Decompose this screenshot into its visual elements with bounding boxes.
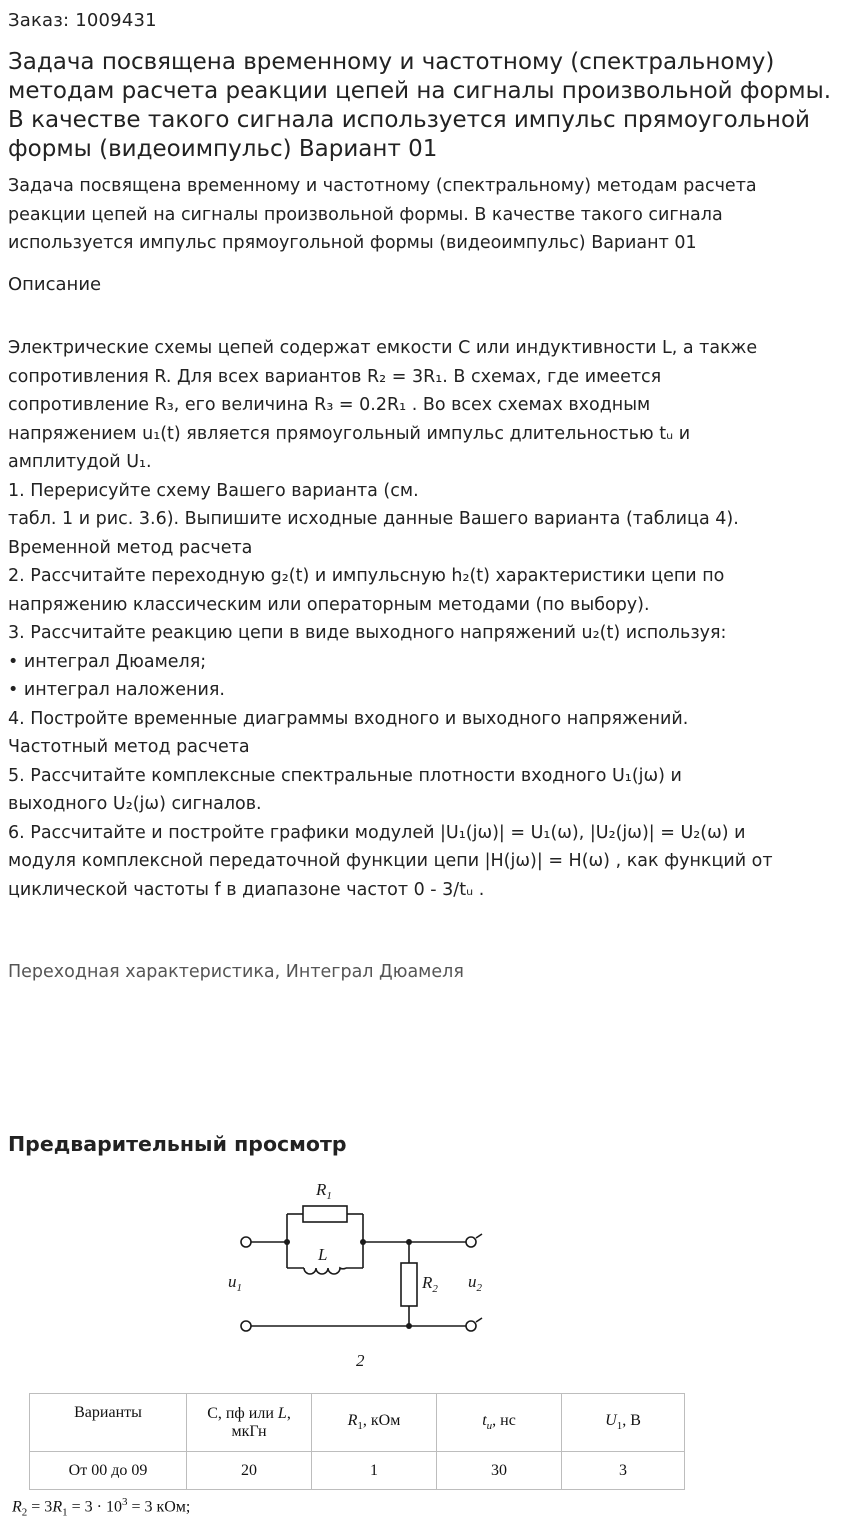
preview-heading: Предварительный просмотр <box>8 1132 347 1156</box>
label-u1: $u_1$ <box>228 1272 242 1294</box>
description-line: 2. Рассчитайте переходную g₂(t) и импульсную h₂(t) характеристики цепи по <box>8 566 725 586</box>
description-line: • интеграл Дюамеля; <box>8 651 207 672</box>
table-header-row <box>30 1394 685 1452</box>
tag-separator: , <box>274 962 286 982</box>
header-amplitude: $U_1$, В <box>562 1394 685 1452</box>
description-line: табл. 1 и рис. 3.6). Выпишите исходные данные Вашего варианта (таблица 4). <box>8 509 739 529</box>
cell-pulse-duration: 30 <box>437 1452 562 1490</box>
cell-r1: 1 <box>312 1452 437 1490</box>
header-pulse-duration: $t_и$, нс <box>437 1394 562 1452</box>
input-terminal-bottom <box>241 1321 251 1331</box>
description-heading: Описание <box>8 274 102 295</box>
cell-capacitance-inductance: 20 <box>187 1452 312 1490</box>
output-terminal-top <box>466 1237 476 1247</box>
tags <box>8 962 464 982</box>
label-l: L <box>318 1245 328 1264</box>
junction-node <box>284 1239 290 1245</box>
figure-caption: 2 <box>356 1351 365 1370</box>
cell-amplitude: 3 <box>562 1452 685 1490</box>
circuit-diagram <box>220 1170 500 1375</box>
label-r2: $R_2$ <box>422 1273 438 1295</box>
output-terminal-bottom <box>466 1321 476 1331</box>
description-line: Временной метод расчета <box>8 537 253 558</box>
description-line: напряжению классическим или операторным методами (по выбору). <box>8 594 650 615</box>
description-line: циклической частоты f в диапазоне частот 0 - 3/tᵤ . <box>8 879 485 900</box>
table-row <box>30 1452 685 1490</box>
header-variants: Варианты <box>30 1394 187 1452</box>
description-line: Частотный метод расчета <box>8 737 250 757</box>
header-capacitance-inductance: С, пф или L, мкГн <box>187 1394 312 1452</box>
order-number: Заказ: 1009431 <box>8 10 157 31</box>
lead-paragraph: Задача посвящена временному и частотному (спектральному) методам расчета реакции цепей на сигналы произвольной формы. В качестве такого сигнала используется импульс прямоугольной формы (видеоимпульс) Вариант 01 <box>8 176 757 253</box>
formula-r2: $R_2 = 3R_1 = 3 \cdot 10^3 = 3$ кОм; <box>12 1496 191 1519</box>
description-line: сопротивление R₃, его величина R₃ = 0.2R₁ . Во всех схемах входным <box>8 395 651 415</box>
junction-node <box>406 1239 412 1245</box>
description-line: модуля комплексной передаточной функции цепи |H(jω)| = H(ω) , как функций от <box>8 851 773 871</box>
description-line: 3. Рассчитайте реакцию цепи в виде выходного напряжений u₂(t) используя: <box>8 623 727 643</box>
description-line: амплитудой U₁. <box>8 452 152 472</box>
resistor-r2 <box>401 1263 417 1306</box>
parameters-table <box>29 1393 685 1490</box>
description-line: 5. Рассчитайте комплексные спектральные плотности входного U₁(jω) и <box>8 765 682 786</box>
description-line: • интеграл наложения. <box>8 680 225 700</box>
page-title: Задача посвящена временному и частотному (спектральному) методам расчета реакции цепей на сигналы произвольной формы. В качестве такого сигнала используется импульс прямоугольной формы (видеоимпульс) Вариант 01 <box>8 49 832 162</box>
description-line: выходного U₂(jω) сигналов. <box>8 794 262 814</box>
description-body <box>8 334 842 904</box>
label-u2: $u_2$ <box>468 1272 482 1294</box>
description-line: 4. Постройте временные диаграммы входного и выходного напряжений. <box>8 708 689 729</box>
description-line: сопротивления R. Для всех вариантов R₂ = 3R₁. В схемах, где имеется <box>8 366 662 387</box>
junction-node <box>360 1239 366 1245</box>
junction-node <box>406 1323 412 1329</box>
header-r1: $R_1$, кОм <box>312 1394 437 1452</box>
description-line: 1. Перерисуйте схему Вашего варианта (см. <box>8 480 419 501</box>
cell-variants: От 00 до 09 <box>30 1452 187 1490</box>
description-line: Электрические схемы цепей содержат емкости C или индуктивности L, а также <box>8 338 758 358</box>
description-line: напряжением u₁(t) является прямоугольный импульс длительностью tᵤ и <box>8 423 691 444</box>
tag-link-transient-response[interactable]: Переходная характеристика <box>8 962 275 982</box>
resistor-r1 <box>303 1206 347 1222</box>
inductor-l <box>304 1268 346 1274</box>
description-line: 6. Рассчитайте и постройте графики модулей |U₁(jω)| = U₁(ω), |U₂(jω)| = U₂(ω) и <box>8 822 746 843</box>
tag-link-duhamel-integral[interactable]: Интеграл Дюамеля <box>285 962 464 982</box>
input-terminal-top <box>241 1237 251 1247</box>
label-r1: $R_1$ <box>316 1180 332 1202</box>
